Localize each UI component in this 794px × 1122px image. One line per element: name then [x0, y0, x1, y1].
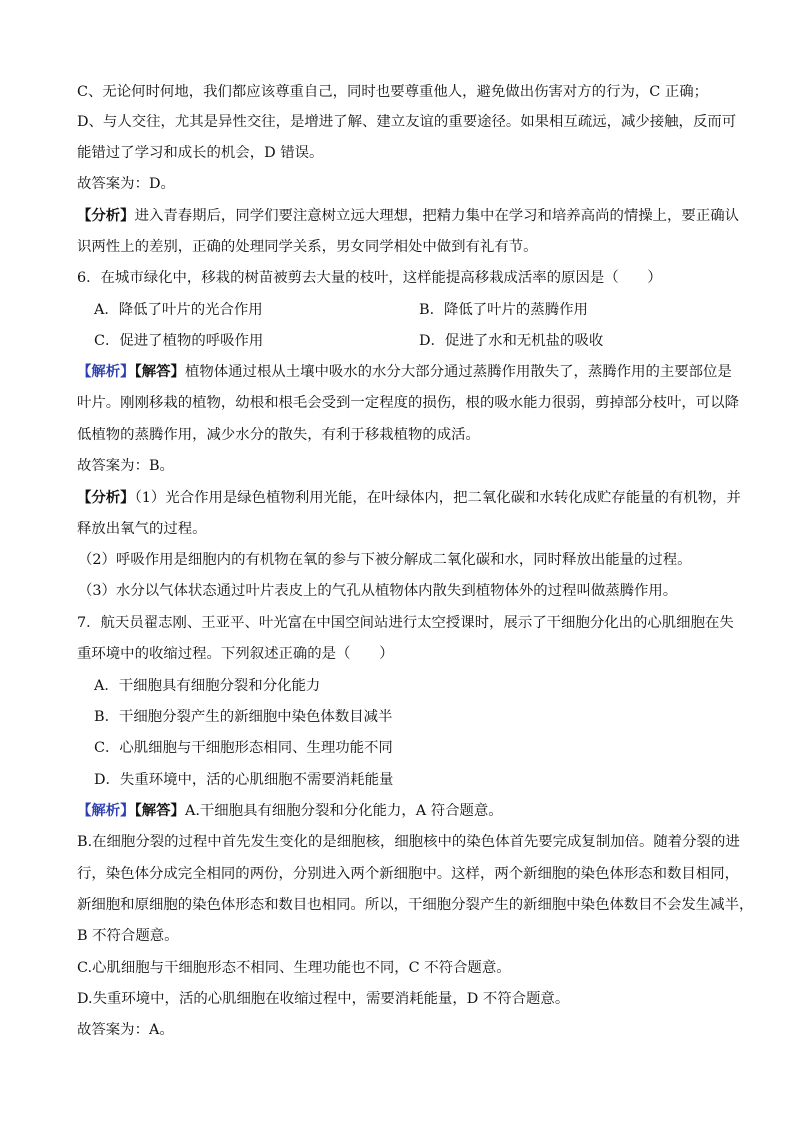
q7-option-d: D．失重环境中，活的心肌细胞不需要消耗能量	[94, 772, 394, 788]
q7-option-b: B．干细胞分裂产生的新细胞中染色体数目减半	[94, 709, 393, 725]
prev-answer: 故答案为：D。	[77, 176, 175, 192]
q7-option-c: C．心肌细胞与干细胞形态相同、生理功能不同	[94, 740, 393, 756]
q7-solution-a: A.干细胞具有细胞分裂和分化能力，A 符合题意。	[184, 803, 503, 819]
q6-solution	[77, 362, 777, 382]
q6-solution-cont-2: 低植物的蒸腾作用，减少水分的散失，有利于移栽植物的成活。	[77, 427, 480, 443]
q6-solution-cont-1: 叶片。刚刚移栽的植物，幼根和根毛会受到一定程度的损伤，根的吸水能力很弱，剪掉部分枝叶，可以降	[77, 395, 739, 411]
q7-stem: 7．航天员翟志刚、王亚平、叶光富在中国空间站进行太空授课时，展示了干细胞分化出的心肌细胞在失	[77, 615, 734, 631]
q7-solution-d: D.失重环境中，活的心肌细胞在收缩过程中，需要消耗能量，D 不符合题意。	[77, 991, 570, 1007]
q7-solution-b-cont-3: B 不符合题意。	[77, 928, 179, 944]
prev-analysis-cont: 识两性上的差别，正确的处理同学关系，男女同学相处中做到有礼有节。	[77, 239, 538, 255]
analysis-tag: 【分析】	[77, 207, 135, 224]
q6-option-d: D．促进了水和无机盐的吸收	[419, 333, 604, 349]
prev-option-d-explanation-cont: 能错过了学习和成长的机会，D 错误。	[77, 145, 324, 161]
prev-option-d-explanation: D、与人交往，尤其是异性交往，是增进了解、建立友谊的重要途径。如果相互疏远，减少接触，反而可	[77, 114, 737, 130]
q6-option-a: A．降低了叶片的光合作用	[94, 302, 263, 318]
prev-option-c-explanation: C、无论何时何地，我们都应该尊重自己，同时也要尊重他人，避免做出伤害对方的行为，C 正确；	[77, 84, 709, 100]
q7-option-a: A．干细胞具有细胞分裂和分化能力	[94, 678, 321, 694]
q7-solution-b-cont-1: 行，染色体分成完全相同的两份，分别进入两个新细胞中。这样，两个新细胞的染色体形态和数目相同，	[77, 866, 739, 882]
q6-solution-text: 植物体通过根从土壤中吸水的水分大部分通过蒸腾作用散失了，蒸腾作用的主要部位是	[184, 364, 732, 380]
q7-answer: 故答案为：A。	[77, 1022, 174, 1038]
q6-option-b: B．降低了叶片的蒸腾作用	[419, 302, 588, 318]
q6-analysis-3: （3）水分以气体状态通过叶片表皮上的气孔从植物体内散失到植物体外的过程叫做蒸腾作用。	[78, 583, 678, 599]
prev-analysis	[77, 206, 777, 226]
q6-answer: 故答案为：B。	[77, 458, 174, 474]
q6-analysis-1: （1）光合作用是绿色植物利用光能，在叶绿体内，把二氧化碳和水转化成贮存能量的有机物，并	[134, 490, 741, 506]
q6-analysis-1-cont: 释放出氧气的过程。	[77, 521, 207, 537]
q7-solution-b: B.在细胞分裂的过程中首先发生变化的是细胞核，细胞核中的染色体首先要完成复制加倍。随着分裂的进	[77, 834, 740, 850]
jieda-tag: 【解答】	[134, 363, 185, 380]
q6-stem: 6．在城市绿化中，移栽的树苗被剪去大量的枝叶，这样能提高移栽成活率的原因是（ ）	[77, 270, 662, 286]
jiexi-tag: 【解析】	[77, 802, 135, 819]
q7-solution	[77, 801, 777, 821]
q7-solution-c: C.心肌细胞与干细胞形态不相同、生理功能也不同，C 不符合题意。	[77, 960, 511, 976]
q7-solution-b-cont-2: 新细胞和原细胞的染色体形态和数目也相同。所以，干细胞分裂产生的新细胞中染色体数目不会发生减半，	[77, 897, 754, 913]
jiexi-tag: 【解析】	[77, 363, 135, 380]
jieda-tag: 【解答】	[134, 802, 185, 819]
q7-stem-cont: 重环境中的收缩过程。下列叙述正确的是（ ）	[77, 646, 394, 662]
q6-analysis-2: （2）呼吸作用是细胞内的有机物在氧的参与下被分解成二氧化碳和水，同时释放出能量的过程。	[78, 552, 692, 568]
prev-analysis-text: 进入青春期后，同学们要注意树立远大理想，把精力集中在学习和培养高尚的情操上，要正确认	[134, 208, 739, 224]
q6-option-c: C．促进了植物的呼吸作用	[94, 333, 264, 349]
q6-analysis	[77, 488, 777, 508]
analysis-tag: 【分析】	[77, 489, 135, 506]
